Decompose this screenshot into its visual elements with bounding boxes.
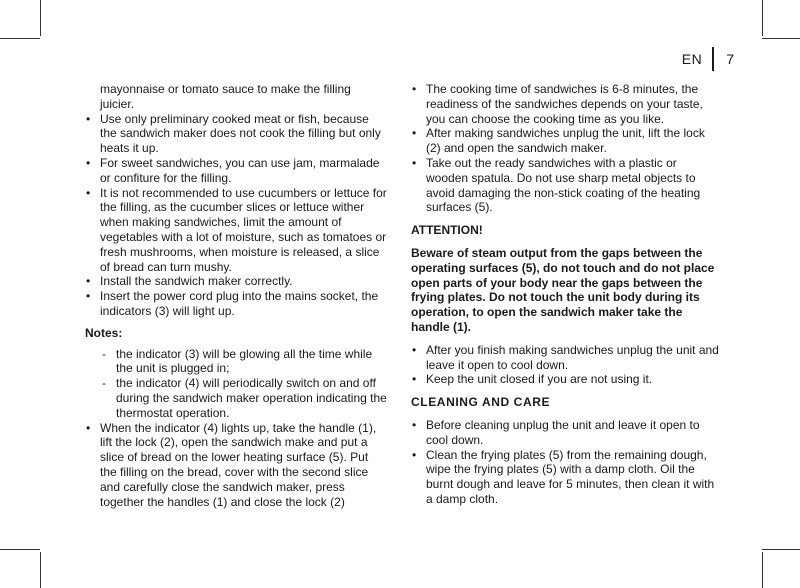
list-item: • Insert the power cord plug into the mains socket, the indicators (3) will light up. [85,289,388,319]
attention-heading: ATTENTION! [411,223,483,238]
crop-mark [762,552,763,588]
crop-mark [0,549,40,550]
list-item: • Use only preliminary cooked meat or fish, because the sandwich maker does not cook the filling but only heats it up. [85,112,388,156]
cleaning-list [411,418,719,507]
notes-label: Notes: [85,325,123,340]
crop-mark [762,38,800,39]
list-item: • For sweet sandwiches, you can use jam, marmalade or confiture for the filling. [85,156,388,186]
warning-text: Beware of steam output from the gaps between the operating surfaces (5), do not touch and do not place open parts of your body near the gaps between the frying plates. Do not touch the unit body during its operation, to open the sandwich maker take the handle (1). [411,245,715,334]
notes-list [85,347,388,421]
list-item: • Take out the ready sandwiches with a plastic or wooden spatula. Do not use sharp metal objects to avoid damaging the non-stick coating of the heating surfaces (5). [411,156,719,215]
list-item: • Install the sandwich maker correctly. [85,274,388,289]
list-item: • After making sandwiches unplug the unit, lift the lock (2) and open the sandwich maker. [411,126,719,156]
note-item: - the indicator (4) will periodically switch on and off during the sandwich maker operation indicating the thermostat operation. [85,376,388,420]
continued-text: mayonnaise or tomato sauce to make the filling juicier. [100,82,351,111]
cleaning-heading: CLEANING AND CARE [411,395,551,410]
list-item: • After you finish making sandwiches unplug the unit and leave it open to cool down. [411,343,719,373]
instruction-list [411,343,719,387]
crop-mark [762,0,763,36]
crop-mark [762,549,800,550]
instruction-list [85,112,388,319]
instruction-list [411,82,719,215]
page-header [682,47,734,71]
header-divider [712,47,714,71]
crop-mark [40,0,41,36]
right-column [411,82,719,507]
language-code: EN [681,51,703,67]
list-item: • Clean the frying plates (5) from the remaining dough, wipe the frying plates (5) with a damp cloth. Oil the burnt dough and leave for 5 minutes, then clean it with a damp cloth. [411,448,719,507]
list-item: • The cooking time of sandwiches is 6-8 minutes, the readiness of the sandwiches depends on your taste, you can choose the cooking time as you like. [411,82,719,126]
list-item: • Keep the unit closed if you are not using it. [411,372,719,387]
list-item: • When the indicator (4) lights up, take the handle (1), lift the lock (2), open the sandwich make and put a slice of bread on the lower heating surface (5). Put the filling on the bread, cover with the second slice and carefully close the sandwich maker, press together the handles (1) and close the lock (2) [85,421,388,510]
page-number: 7 [726,51,734,67]
crop-mark [40,552,41,588]
instruction-list [85,421,388,510]
note-item: - the indicator (3) will be glowing all the time while the unit is plugged in; [85,347,388,377]
list-item: • Before cleaning unplug the unit and leave it open to cool down. [411,418,719,448]
left-column [85,82,388,509]
crop-mark [0,38,40,39]
list-item: • It is not recommended to use cucumbers or lettuce for the filling, as the cucumber slices or lettuce wither when making sandwiches, limit the amount of vegetables with a lot of moisture, such as tomatoes or fresh mushrooms, when moisture is released, a slice of bread can turn mushy. [85,186,388,275]
